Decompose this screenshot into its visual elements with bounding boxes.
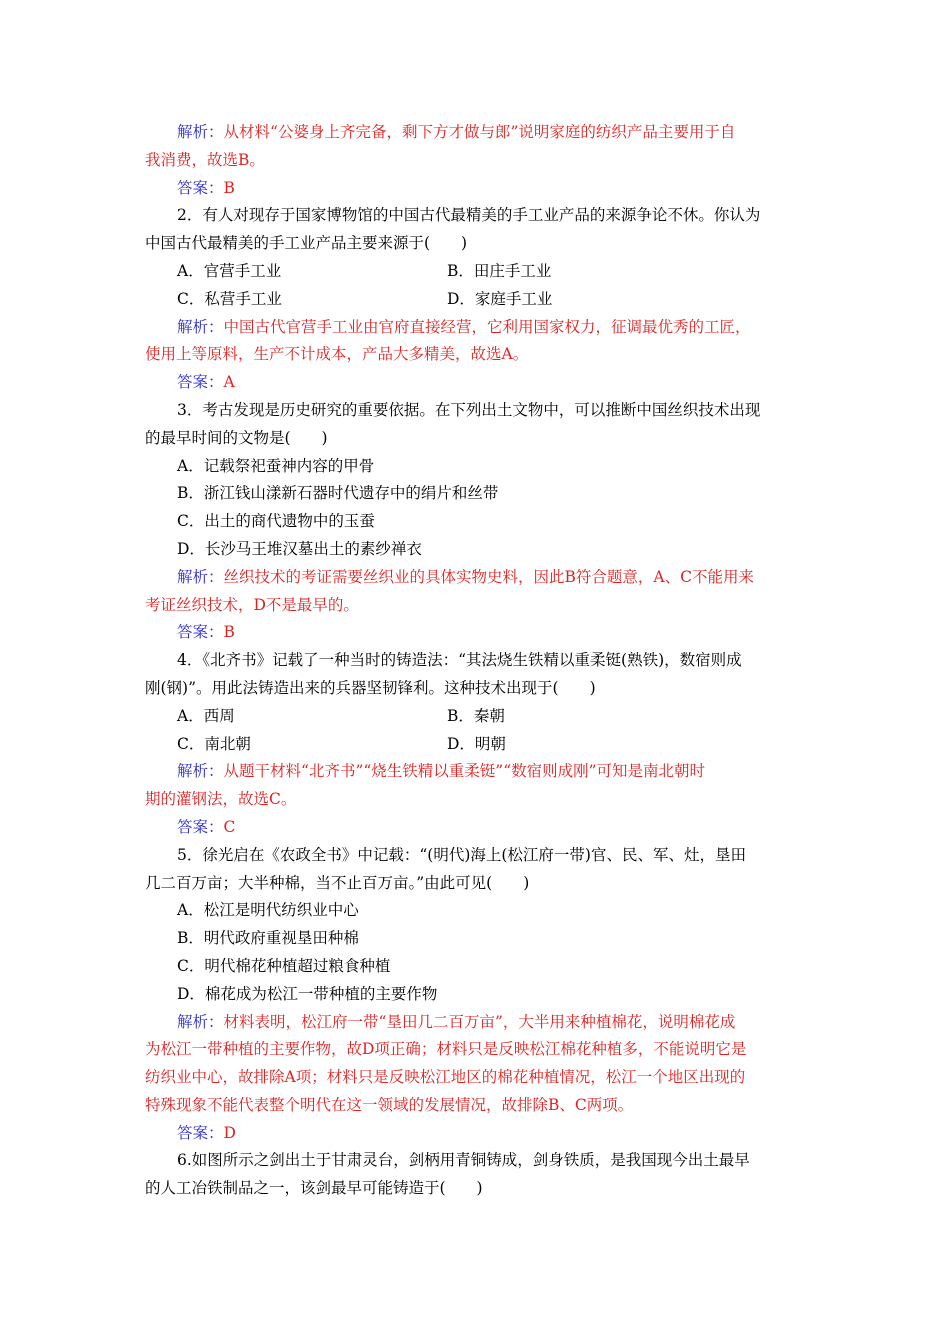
option-item: D．棉花成为松江一带种植的主要作物 xyxy=(177,984,438,1003)
analysis-line xyxy=(145,1036,807,1064)
question-text: 中国古代最精美的手工业产品主要来源于( ) xyxy=(145,234,468,253)
option-item: B．明代政府重视垦田种棉 xyxy=(177,929,359,948)
answer-value: B xyxy=(223,623,235,642)
option-row xyxy=(145,286,807,314)
answer-label: 答案： xyxy=(177,623,224,642)
option-row xyxy=(145,703,807,731)
option-item: A．西周 xyxy=(177,706,235,725)
analysis-line xyxy=(145,341,807,369)
answer-label: 答案： xyxy=(177,1123,224,1142)
answer-line xyxy=(145,619,807,647)
answer-value: B xyxy=(223,178,235,197)
analysis-label: 解析： xyxy=(177,762,224,781)
answer-line xyxy=(145,175,807,203)
question-text: 2．有人对现存于国家博物馆的中国古代最精美的手工业产品的来源争论不休。你认为 xyxy=(177,206,761,225)
question-text: 3．考古发现是历史研究的重要依据。在下列出土文物中，可以推断中国丝织技术出现 xyxy=(177,400,761,419)
option-row xyxy=(145,731,807,759)
analysis-label: 解析： xyxy=(177,1012,224,1031)
question-text: 刚(钢)”。用此法铸造出来的兵器坚韧锋利。这种技术出现于( ) xyxy=(145,678,596,697)
option-item: D．家庭手工业 xyxy=(447,289,553,308)
analysis-text: 考证丝织技术，D不是最早的。 xyxy=(145,595,359,614)
option-item: D．明朝 xyxy=(447,734,506,753)
analysis-text: 期的灌钢法，故选C。 xyxy=(145,790,297,809)
analysis-text: 使用上等原料，生产不计成本，产品大多精美，故选A。 xyxy=(145,345,529,364)
question-text: 几二百万亩；大半种棉，当不止百万亩。”由此可见( ) xyxy=(145,873,530,892)
option-item: A．官营手工业 xyxy=(177,261,282,280)
analysis-line xyxy=(145,758,807,786)
analysis-line xyxy=(145,564,807,592)
analysis-text: 为松江一带种植的主要作物，故D项正确；材料只是反映松江棉花种植多，不能说明它是 xyxy=(145,1040,747,1059)
answer-label: 答案： xyxy=(177,178,224,197)
option-item: C．私营手工业 xyxy=(177,289,282,308)
option-item: B．浙江钱山漾新石器时代遗存中的绢片和丝带 xyxy=(177,484,499,503)
question-text: 5．徐光启在《农政全书》中记载：“(明代)海上(松江府一带)官、民、军、灶，垦田 xyxy=(177,845,746,864)
analysis-text: 材料表明，松江府一带“垦田几二百万亩”，大半用来种植棉花，说明棉花成 xyxy=(223,1012,736,1031)
option-item: C．出土的商代遗物中的玉蚕 xyxy=(177,512,375,531)
analysis-line xyxy=(145,1009,807,1037)
analysis-label: 解析： xyxy=(177,567,224,586)
option-item: C．明代棉花种植超过粮食种植 xyxy=(177,956,391,975)
option-item: A．记载祭祀蚕神内容的甲骨 xyxy=(177,456,375,475)
answer-value: D xyxy=(223,1123,236,1142)
option-item: B．田庄手工业 xyxy=(447,261,552,280)
analysis-label: 解析： xyxy=(177,123,224,141)
analysis-text: 从题干材料“北齐书”“烧生铁精以重柔铤”“数宿则成刚”可知是南北朝时 xyxy=(223,762,706,781)
answer-line xyxy=(145,369,807,397)
option-item: C．南北朝 xyxy=(177,734,251,753)
answer-label: 答案： xyxy=(177,817,224,836)
analysis-text: 纺织业中心，故排除A项；材料只是反映松江地区的棉花种植情况，松江一个地区出现的 xyxy=(145,1068,746,1087)
analysis-line xyxy=(145,1092,807,1120)
analysis-label: 解析： xyxy=(177,317,224,336)
answer-value: C xyxy=(223,817,236,836)
option-row xyxy=(145,258,807,286)
answer-line xyxy=(145,814,807,842)
analysis-text: 中国古代官营手工业由官府直接经营，它利用国家权力，征调最优秀的工匠， xyxy=(223,317,751,336)
analysis-line xyxy=(145,147,807,175)
option-item: A．松江是明代纺织业中心 xyxy=(177,901,359,920)
answer-label: 答案： xyxy=(177,373,224,392)
analysis-text: 从材料“公婆身上齐完备，剩下方才做与郎”说明家庭的纺织产品主要用于自 xyxy=(223,123,736,141)
answer-line xyxy=(145,1120,807,1148)
option-item: D．长沙马王堆汉墓出土的素纱禅衣 xyxy=(177,539,422,558)
analysis-line xyxy=(145,314,807,342)
analysis-text: 丝织技术的考证需要丝织业的具体实物史料，因此B符合题意，A、C不能用来 xyxy=(223,567,754,586)
question-text: 6.如图所示之剑出土于甘肃灵台，剑柄用青铜铸成，剑身铁质，是我国现今出土最早 xyxy=(177,1151,750,1170)
question-text: 4．《北齐书》记载了一种当时的铸造法：“其法烧生铁精以重柔铤(熟铁)，数宿则成 xyxy=(177,651,742,670)
analysis-line xyxy=(145,592,807,620)
analysis-line xyxy=(145,1064,807,1092)
analysis-text: 我消费，故选B。 xyxy=(145,150,265,169)
answer-value: A xyxy=(223,373,235,392)
question-text: 的最早时间的文物是( ) xyxy=(145,428,328,447)
analysis-text: 特殊现象不能代表整个明代在这一领域的发展情况，故排除B、C两项。 xyxy=(145,1095,634,1114)
analysis-line xyxy=(145,119,807,147)
analysis-line xyxy=(145,786,807,814)
question-text: 的人工冶铁制品之一，该剑最早可能铸造于( ) xyxy=(145,1179,483,1198)
option-item: B．秦朝 xyxy=(447,706,505,725)
